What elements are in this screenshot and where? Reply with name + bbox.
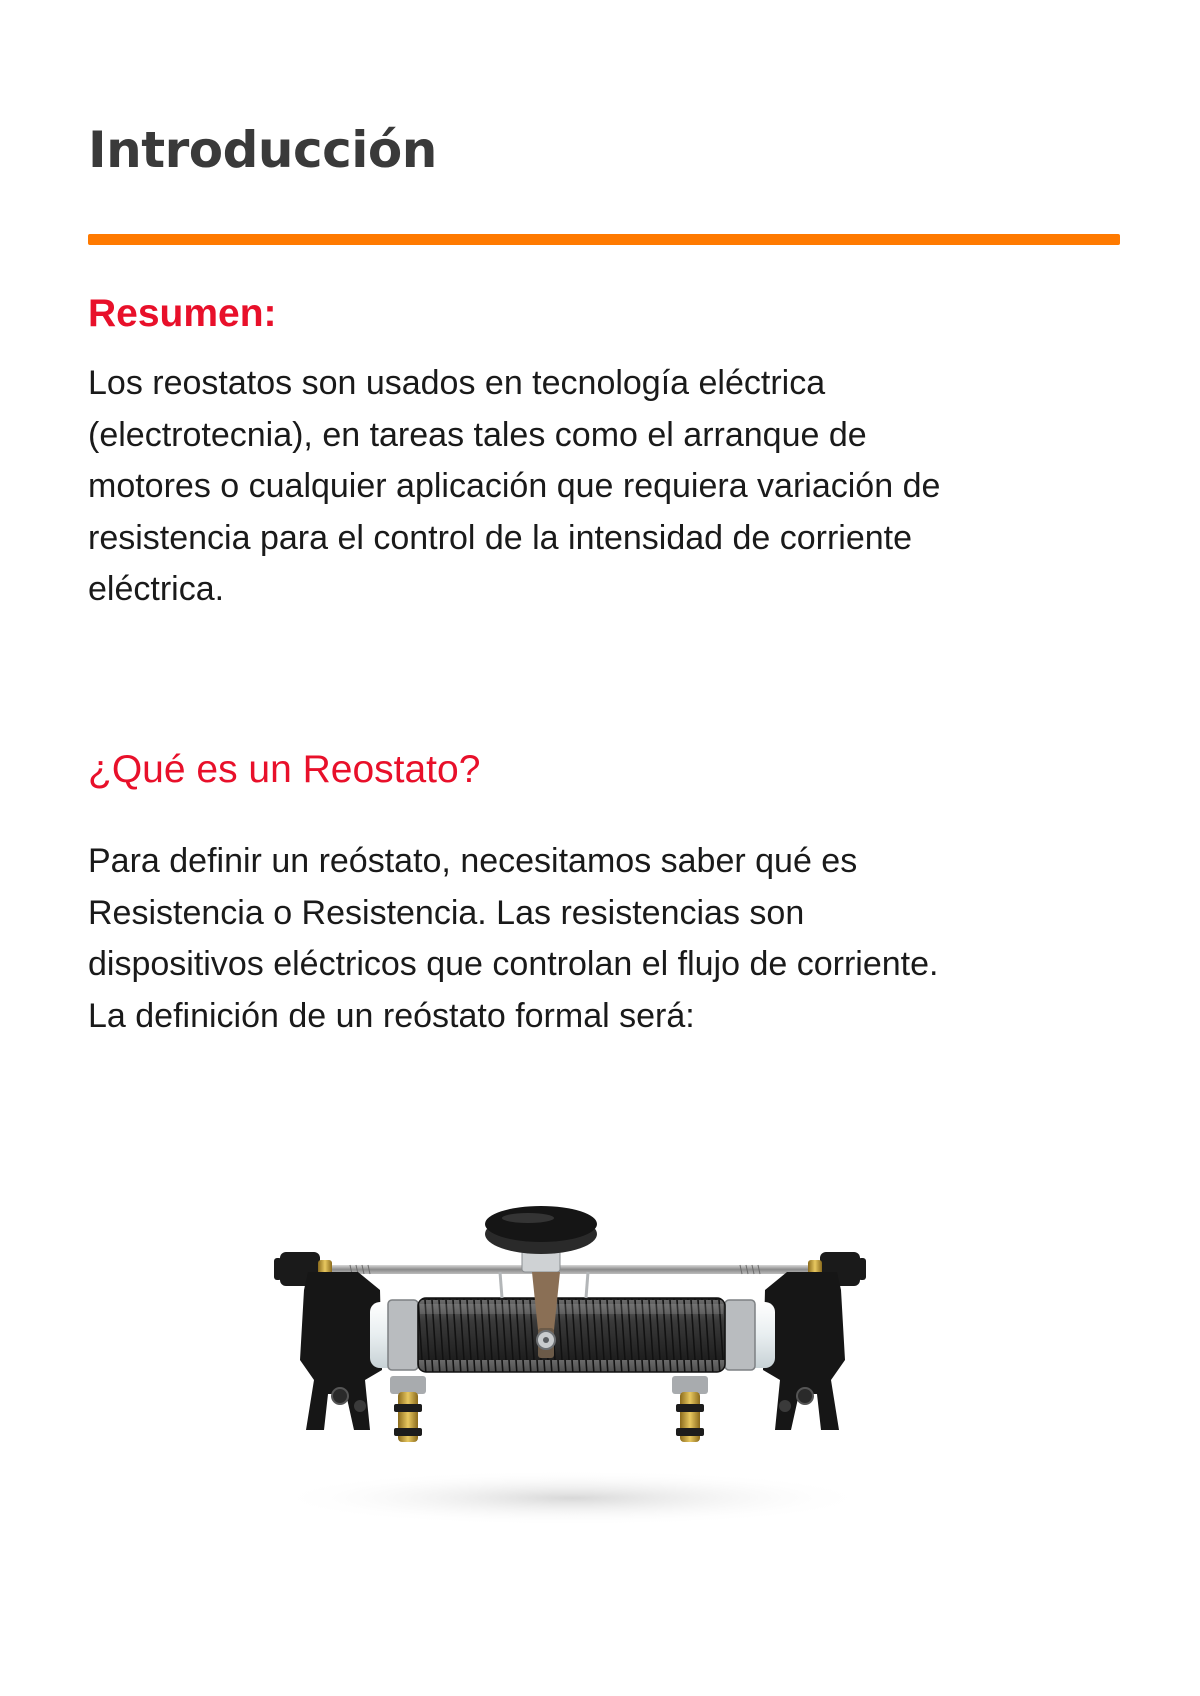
definition-line: Resistencia o Resistencia. Las resistencias son: [88, 893, 805, 932]
summary-line: (electrotecnia), en tareas tales como el arranque de: [88, 415, 867, 454]
definition-line: dispositivos eléctricos que controlan el flujo de corriente.: [88, 945, 939, 983]
title-divider: [88, 234, 1120, 245]
summary-line: resistencia para el control de la intensidad de corriente: [88, 518, 913, 557]
section-heading-resumen: Resumen:: [88, 292, 277, 335]
definition-line: Para definir un reóstato, necesitamos saber qué es: [88, 842, 858, 880]
definition-line: La definición de un reóstato formal será:: [88, 996, 695, 1035]
summary-paragraph: [88, 358, 1128, 616]
summary-line: eléctrica.: [88, 570, 225, 608]
rheostat-figure: [270, 1180, 875, 1540]
definition-paragraph: [88, 836, 1128, 1042]
summary-line: motores o cualquier aplicación que requiera variación de: [88, 467, 941, 505]
page-title: Introducción: [88, 121, 437, 179]
rheostat-illustration: [270, 1180, 875, 1540]
section-heading-que-es: ¿Qué es un Reostato?: [88, 748, 481, 791]
summary-line: Los reostatos son usados en tecnología eléctrica: [88, 364, 826, 402]
